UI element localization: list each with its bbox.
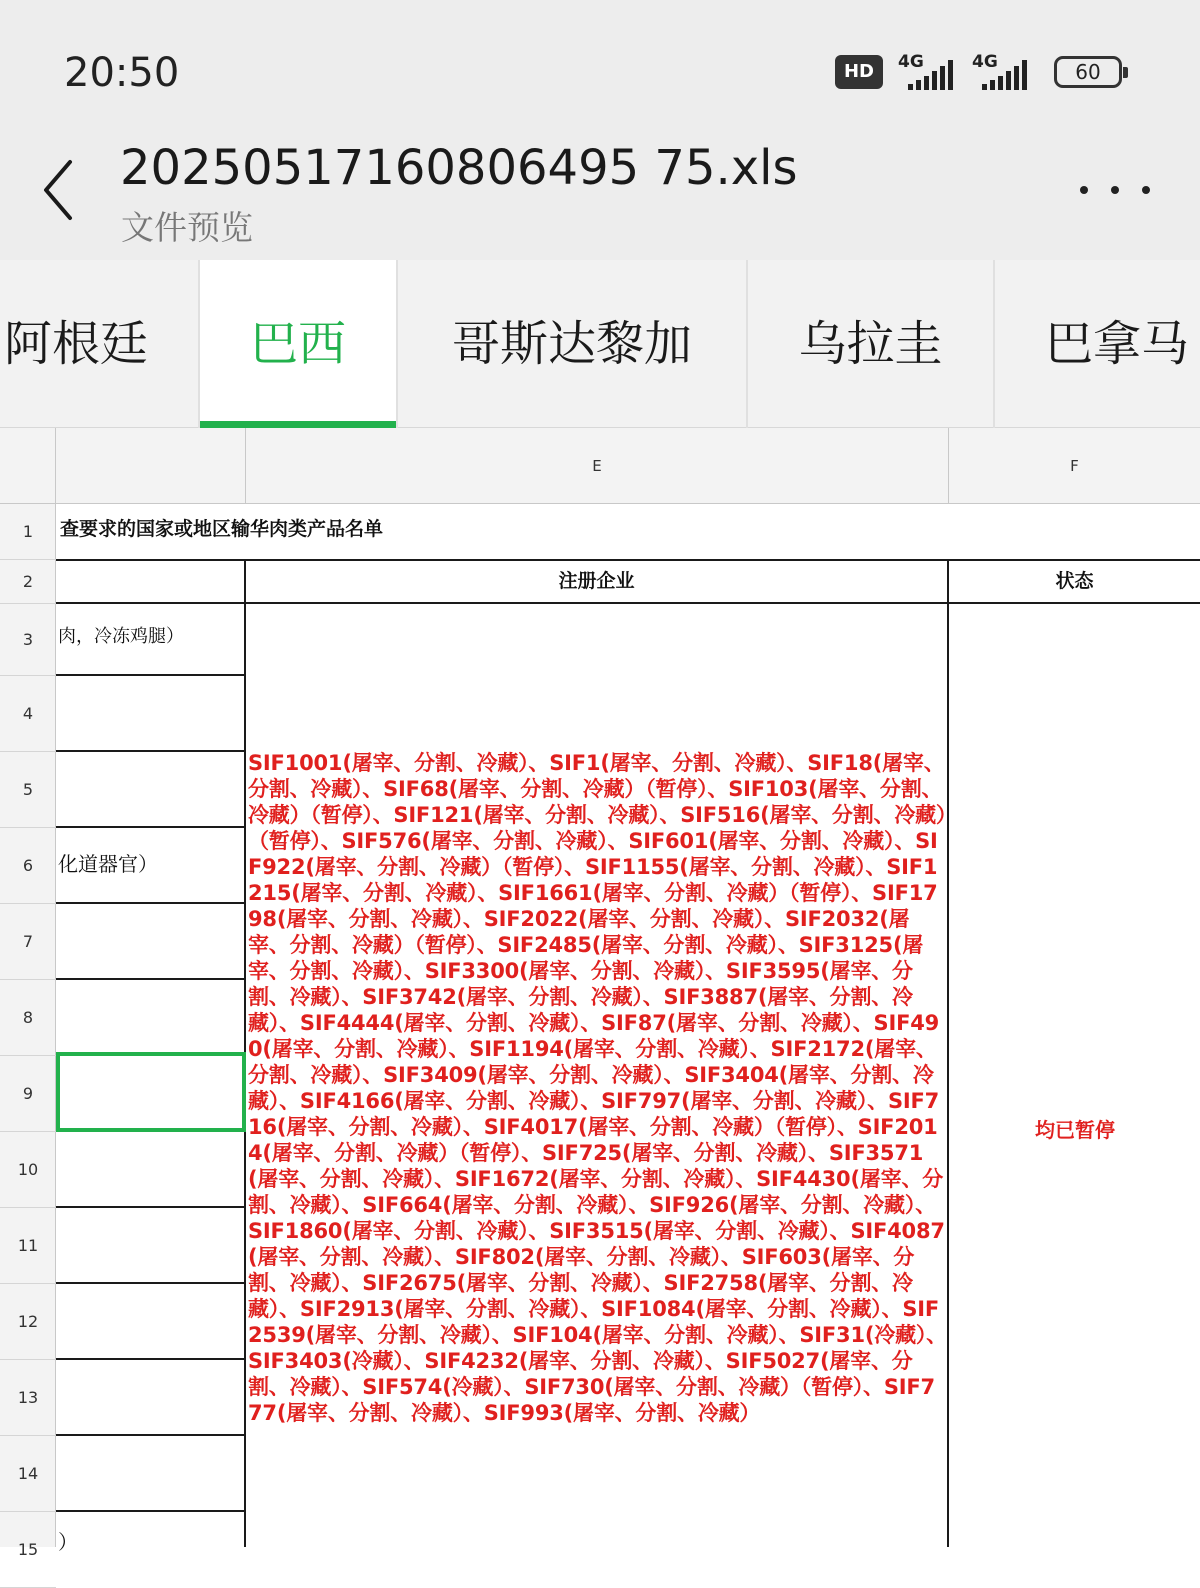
cell-border: [56, 750, 246, 752]
back-button[interactable]: [30, 150, 100, 230]
sheet-tabs: [0, 260, 1200, 428]
row-number[interactable]: 3: [0, 604, 56, 676]
tab-argentina[interactable]: 阿根廷: [0, 260, 200, 428]
product-cell-row3[interactable]: 肉，冷冻鸡腿）: [58, 626, 184, 647]
network-type-label: 4G: [972, 52, 998, 72]
sheet-title-cell[interactable]: 查要求的国家或地区输华肉类产品名单: [60, 518, 384, 540]
file-preview-subtitle: 文件预览: [121, 208, 253, 247]
tab-panama[interactable]: 巴拿马: [1045, 316, 1190, 372]
cell-border: [56, 1434, 246, 1436]
chevron-left-icon: [30, 150, 100, 230]
tab-uruguay[interactable]: 乌拉圭: [748, 260, 995, 428]
row-number[interactable]: 5: [0, 752, 56, 828]
battery-icon: [1054, 56, 1122, 88]
row-number[interactable]: 11: [0, 1208, 56, 1284]
network-type-label: 4G: [898, 52, 924, 72]
column-header-e[interactable]: E: [246, 428, 949, 504]
enterprise-header-cell[interactable]: 注册企业: [558, 570, 635, 592]
row-number[interactable]: 10: [0, 1132, 56, 1208]
cell-border: [56, 902, 246, 904]
cell-border: [56, 1206, 246, 1208]
column-header-d[interactable]: [56, 428, 246, 504]
signal-icon-sim2: [972, 52, 1042, 90]
row-number[interactable]: 7: [0, 904, 56, 980]
row-number[interactable]: 13: [0, 1360, 56, 1436]
column-header-bar: [0, 428, 1200, 504]
status-bar: [0, 0, 1200, 130]
cell-border: [56, 674, 246, 676]
cell-border: [56, 978, 246, 980]
corner-cell: [0, 428, 56, 504]
cell-border: [56, 826, 246, 828]
row-number[interactable]: 1: [0, 504, 56, 560]
row-number[interactable]: 12: [0, 1284, 56, 1360]
tab-costa-rica[interactable]: 哥斯达黎加: [398, 260, 748, 428]
status-header-cell[interactable]: 状态: [1055, 570, 1094, 592]
column-header-f[interactable]: F: [1070, 457, 1079, 475]
row-number[interactable]: 6: [0, 828, 56, 904]
hd-voice-icon: HD: [835, 55, 883, 89]
product-cell-row6[interactable]: 化道器官）: [58, 852, 158, 876]
row-number[interactable]: 14: [0, 1436, 56, 1512]
row-header-column: [0, 504, 56, 1559]
enterprise-list-cell[interactable]: SIF1001(屠宰、分割、冷藏）、SIF1(屠宰、分割、冷藏）、SIF18(屠宰、分割、冷藏）、SIF68(屠宰、分割、冷藏）（暂停）、SIF103(屠宰、分割、冷藏）（暂停）、SIF121(屠宰、分割、冷藏）、SIF516(屠宰、分割、冷藏）（暂停）、SIF576(屠宰、分割、冷藏）、SIF601(屠宰、分割、冷藏）、SIF922(屠宰、分割、冷藏）（暂停）、SIF1155(屠宰、分割、冷藏）、SIF1215(屠宰、分割、冷藏）、SIF1661(屠宰、分割、冷藏）（暂停）、SIF1798(屠宰、分割、冷藏）、SIF2022(屠宰、分割、冷藏）、SIF2032(屠宰、分割、冷藏）（暂停）、SIF2485(屠宰、分割、冷藏）、SIF3125(屠宰、分割、冷藏）、SIF3300(屠宰、分割、冷藏）、SIF3595(屠宰、分割、冷藏）、SIF3742(屠宰、分割、冷藏）、SIF3887(屠宰、分割、冷藏）、SIF4444(屠宰、分割、冷藏）、SIF87(屠宰、分割、冷藏）、SIF490(屠宰、分割、冷藏）、SIF1194(屠宰、分割、冷藏）、SIF2172(屠宰、分割、冷藏）、SIF3409(屠宰、分割、冷藏）、SIF3404(屠宰、分割、冷藏）、SIF4166(屠宰、分割、冷藏）、SIF797(屠宰、分割、冷藏）、SIF716(屠宰、分割、冷藏）、SIF4017(屠宰、分割、冷藏）（暂停）、SIF2014(屠宰、分割、冷藏）（暂停）、SIF725(屠宰、分割、冷藏）、SIF3571(屠宰、分割、冷藏）、SIF1672(屠宰、分割、冷藏）、SIF4430(屠宰、分割、冷藏）、SIF664(屠宰、分割、冷藏）、SIF926(屠宰、分割、冷藏）、SIF1860(屠宰、分割、冷藏）、SIF3515(屠宰、分割、冷藏）、SIF4087(屠宰、分割、冷藏）、SIF802(屠宰、分割、冷藏）、SIF603(屠宰、分割、冷藏）、SIF2675(屠宰、分割、冷藏）、SIF2758(屠宰、分割、冷藏）、SIF2913(屠宰、分割、冷藏）、SIF1084(屠宰、分割、冷藏）、SIF2539(屠宰、分割、冷藏）、SIF104(屠宰、分割、冷藏）、SIF31(冷藏）、SIF3403(冷藏）、SIF4232(屠宰、分割、冷藏）、SIF5027(屠宰、分割、冷藏）、SIF574(冷藏）、SIF730(屠宰、分割、冷藏）（暂停）、SIF777(屠宰、分割、冷藏）、SIF993(屠宰、分割、冷藏）: [248, 751, 947, 1425]
file-name: 20250517160806495 75.xls: [120, 140, 798, 196]
more-dots-icon: [1080, 186, 1088, 194]
signal-icon-sim1: [898, 52, 968, 90]
product-cell-row15[interactable]: ）: [58, 1530, 78, 1554]
cell-border: [56, 1358, 246, 1360]
row-number[interactable]: 2: [0, 560, 56, 604]
cell-border: [56, 559, 1200, 561]
more-options-button[interactable]: [1080, 160, 1150, 220]
row-number[interactable]: 15: [0, 1512, 56, 1588]
tab-brazil[interactable]: 巴西: [200, 260, 398, 428]
cell-border: [56, 1510, 246, 1512]
status-time: 20:50: [64, 50, 180, 96]
spreadsheet-grid[interactable]: [0, 428, 1200, 1559]
row-number[interactable]: 9: [0, 1056, 56, 1132]
row-number[interactable]: 4: [0, 676, 56, 752]
selected-cell-highlight[interactable]: [56, 1052, 246, 1132]
battery-level: 60: [1075, 60, 1101, 84]
cell-border: [56, 602, 1200, 604]
cell-border: [56, 1282, 246, 1284]
row-number[interactable]: 8: [0, 980, 56, 1056]
status-value-cell[interactable]: 均已暂停: [1035, 1118, 1115, 1142]
title-bar: [0, 130, 1200, 260]
